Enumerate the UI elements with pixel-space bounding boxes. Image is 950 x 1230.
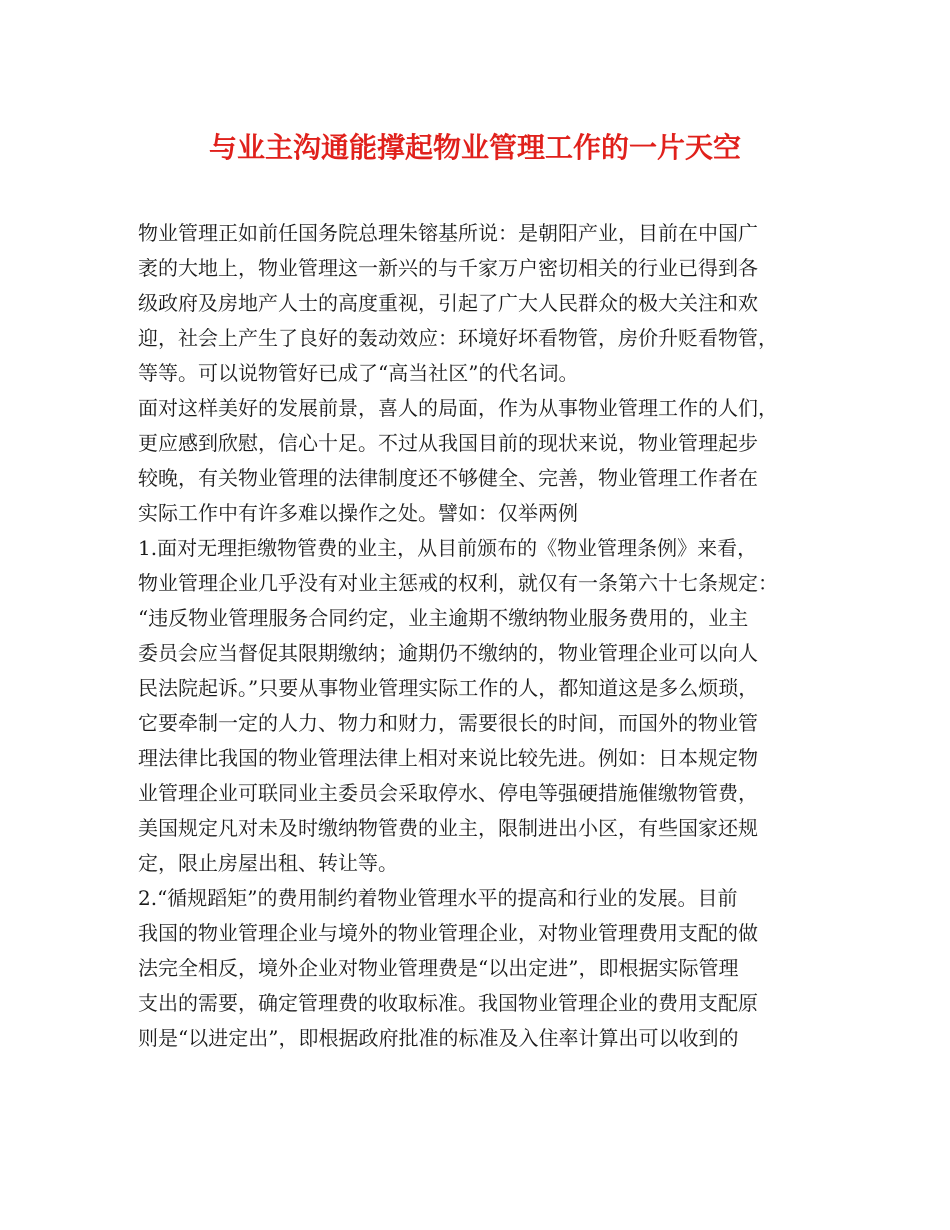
document-body [138,216,818,1056]
body-line: 级政府及房地产人士的高度重视，引起了广大人民群众的极大关注和欢 [138,291,758,315]
body-line: 支出的需要，确定管理费的收取标准。我国物业管理企业的费用支配原 [138,991,758,1015]
body-line: 迎，社会上产生了良好的轰动效应：环境好坏看物管，房价升贬看物管， [138,326,778,350]
body-line: 理法律比我国的物业管理法律上相对来说比较先进。例如：日本规定物 [138,746,758,770]
body-line: 业管理企业可联同业主委员会采取停水、停电等强硬措施催缴物管费， [138,781,758,805]
body-line: 较晚，有关物业管理的法律制度还不够健全、完善，物业管理工作者在 [138,466,758,490]
body-line: 面对这样美好的发展前景，喜人的局面，作为从事物业管理工作的人们， [138,396,778,420]
body-line: 美国规定凡对未及时缴纳物管费的业主，限制进出小区，有些国家还规 [138,816,758,840]
document-title: 与业主沟通能撑起物业管理工作的一片天空 [208,131,741,164]
body-line: 物业管理企业几乎没有对业主惩戒的权利，就仅有一条第六十七条规定： [138,571,778,595]
body-line: 更应感到欣慰，信心十足。不过从我国目前的现状来说，物业管理起步 [138,431,758,455]
body-line: 定，限止房屋出租、转让等。 [138,851,398,875]
body-line: 民法院起诉。”只要从事物业管理实际工作的人，都知道这是多么烦琐， [138,676,759,700]
body-line: 实际工作中有许多难以操作之处。譬如：仅举两例 [138,501,578,525]
body-line: 袤的大地上，物业管理这一新兴的与千家万户密切相关的行业已得到各 [138,256,758,280]
body-line: 等等。可以说物管好已成了“高当社区”的代名词。 [138,361,579,385]
body-line: 2.“循规蹈矩”的费用制约着物业管理水平的提高和行业的发展。目前 [138,886,738,910]
body-line: 我国的物业管理企业与境外的物业管理企业，对物业管理费用支配的做 [138,921,758,945]
body-line: 物业管理正如前任国务院总理朱镕基所说：是朝阳产业，目前在中国广 [138,221,758,245]
body-line: 它要牵制一定的人力、物力和财力，需要很长的时间，而国外的物业管 [138,711,758,735]
body-line: 则是“以进定出”，即根据政府批准的标准及入住率计算出可以收到的 [138,1026,739,1050]
body-line: “违反物业管理服务合同约定，业主逾期不缴纳物业服务费用的，业主 [138,606,749,630]
body-line: 委员会应当督促其限期缴纳；逾期仍不缴纳的，物业管理企业可以向人 [138,641,758,665]
body-line: 1.面对无理拒缴物管费的业主，从目前颁布的《物业管理条例》来看， [138,536,758,560]
body-line: 法完全相反，境外企业对物业管理费是“以出定进”，即根据实际管理 [138,956,739,980]
